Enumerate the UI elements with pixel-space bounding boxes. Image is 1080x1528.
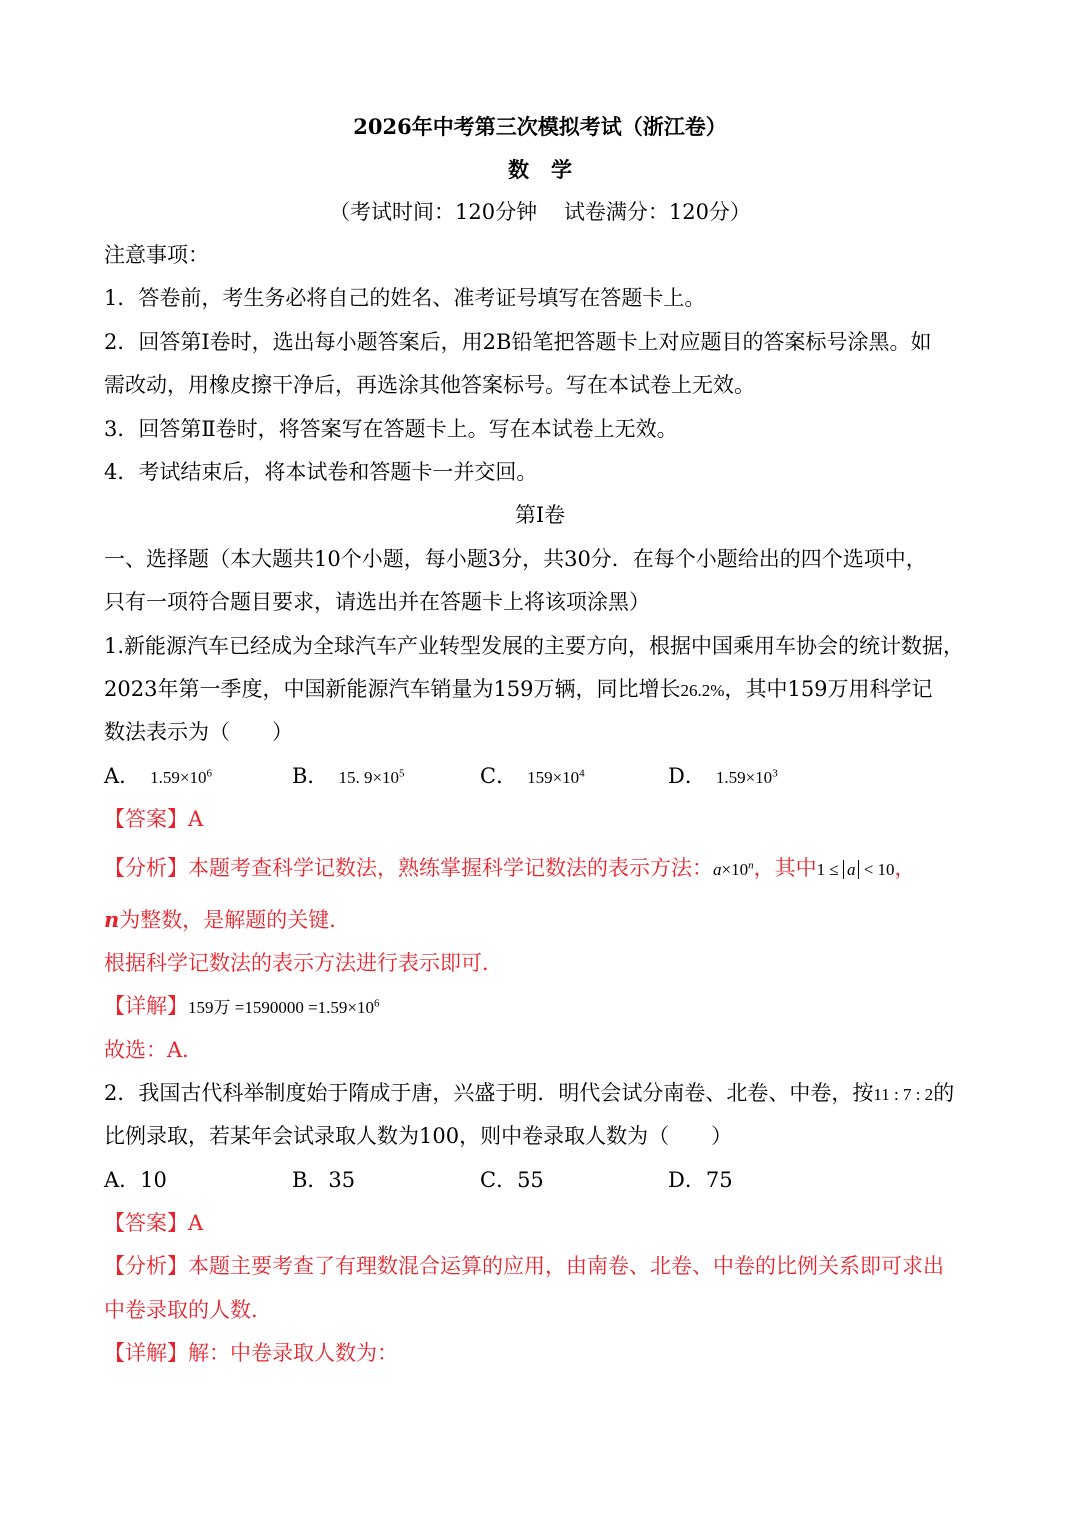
notice-item-2-line-1: 2．回答第Ⅰ卷时，选出每小题答案后，用2B铅笔把答题卡上对应题目的答案标号涂黑。如 bbox=[104, 330, 932, 354]
detail-formula: 159万 $=1590000 =1.59\times 10^6$ bbox=[188, 997, 380, 1017]
q2-answer: 【答案】A bbox=[104, 1211, 204, 1235]
notice-heading: 注意事项： bbox=[104, 243, 209, 267]
section-heading: 第Ⅰ卷 bbox=[514, 503, 566, 527]
q1-stem-line-2-text: 2023年第一季度，中国新能源汽车销量为159万辆，同比增长 bbox=[104, 677, 681, 701]
q1-stem-line-1: 1.新能源汽车已经成为全球汽车产业转型发展的主要方向，根据中国乘用车协会的统计数据， bbox=[104, 634, 965, 658]
q2-option-d: D．75 bbox=[668, 1168, 733, 1192]
q2-stem-end: 的 bbox=[933, 1081, 955, 1105]
q2-analysis-line-1: 【分析】本题主要考查了有理数混合运算的应用，由南卷、北卷、中卷的比例关系即可求出 bbox=[104, 1254, 944, 1278]
q2-stem-text: 2．我国古代科举制度始于隋成于唐，兴盛于明．明代会试分南卷、北卷、中卷，按 bbox=[104, 1081, 874, 1105]
subject-title: 数 学 bbox=[508, 157, 572, 182]
q1-option-b bbox=[292, 766, 405, 787]
option-label: A． bbox=[104, 764, 141, 788]
q2-stem-line-1 bbox=[104, 1083, 980, 1104]
exam-info: （考试时间：120分钟 试卷满分：120分） bbox=[329, 200, 751, 224]
abs-inequality: 1 ≤ a < 10 bbox=[816, 860, 895, 879]
q2-option-c: C．55 bbox=[480, 1168, 544, 1192]
q1-analysis-line-1 bbox=[104, 858, 980, 879]
option-value: 15. $9\times 10^5$ bbox=[338, 767, 405, 787]
q2-analysis-line-2: 中卷录取的人数． bbox=[104, 1298, 272, 1322]
q1-option-a bbox=[104, 766, 212, 787]
q1-stem-line-2 bbox=[104, 679, 980, 700]
q2-option-b: B．35 bbox=[292, 1168, 356, 1192]
q1-option-d bbox=[668, 766, 778, 787]
notice-item-4: 4．考试结束后，将本试卷和答题卡一并交回。 bbox=[104, 460, 538, 484]
analysis-text: 【分析】本题考查科学记数法，熟练掌握科学记数法的表示方法： bbox=[104, 856, 713, 880]
q1-option-c bbox=[480, 766, 585, 787]
section-intro-line-2: 只有一项符合题目要求，请选出并在答题卡上将该项涂黑） bbox=[104, 590, 650, 614]
section-intro-line-1: 一、选择题（本大题共10个小题，每小题3分，共30分．在每个小题给出的四个选项中， bbox=[104, 547, 927, 571]
option-label: D． bbox=[668, 764, 706, 788]
option-label: C． bbox=[480, 764, 518, 788]
analysis-text-mid: ，其中 bbox=[753, 856, 817, 880]
notice-item-3: 3．回答第Ⅱ卷时，将答案写在答题卡上。写在本试卷上无效。 bbox=[104, 417, 678, 441]
q1-answer: 【答案】A bbox=[104, 807, 204, 831]
notice-item-1: 1．答卷前，考生务必将自己的姓名、准考证号填写在答题卡上。 bbox=[104, 286, 706, 310]
ratio: 11 : 7 : 2 bbox=[873, 1085, 934, 1104]
q1-stem-line-3: 数法表示为（ ） bbox=[104, 720, 293, 744]
q1-stem-line-2-end: ，其中159万用科学记 bbox=[724, 677, 933, 701]
notice-item-2-line-2: 需改动，用橡皮擦干净后，再选涂其他答案标号。写在本试卷上无效。 bbox=[104, 373, 755, 397]
q2-detail: 【详解】解：中卷录取人数为： bbox=[104, 1341, 398, 1365]
q1-analysis-line-2: n为整数，是解题的关键． bbox=[104, 907, 351, 932]
page-title: 2026年中考第三次模拟考试（浙江卷） bbox=[353, 114, 727, 139]
q2-stem-line-2: 比例录取，若某年会试录取人数为100，则中卷录取人数为（ ） bbox=[104, 1124, 733, 1148]
sci-notation-formula: $a\times 10^n$ bbox=[713, 859, 754, 879]
option-value: $1.59\times 10^6$ bbox=[150, 767, 213, 787]
q1-detail bbox=[104, 996, 980, 1017]
q1-analysis-line-3: 根据科学记数法的表示方法进行表示即可． bbox=[104, 951, 503, 975]
option-value: $159\times 10^4$ bbox=[527, 767, 585, 787]
q1-conclusion: 故选：A． bbox=[104, 1038, 204, 1062]
q2-option-a: A．10 bbox=[104, 1168, 167, 1192]
option-value: $1.59\times 10^3$ bbox=[715, 767, 778, 787]
option-label: B． bbox=[292, 764, 329, 788]
detail-label: 【详解】 bbox=[104, 994, 188, 1018]
analysis-text-end: ， bbox=[894, 856, 916, 880]
growth-rate: 26.2% bbox=[680, 681, 725, 700]
